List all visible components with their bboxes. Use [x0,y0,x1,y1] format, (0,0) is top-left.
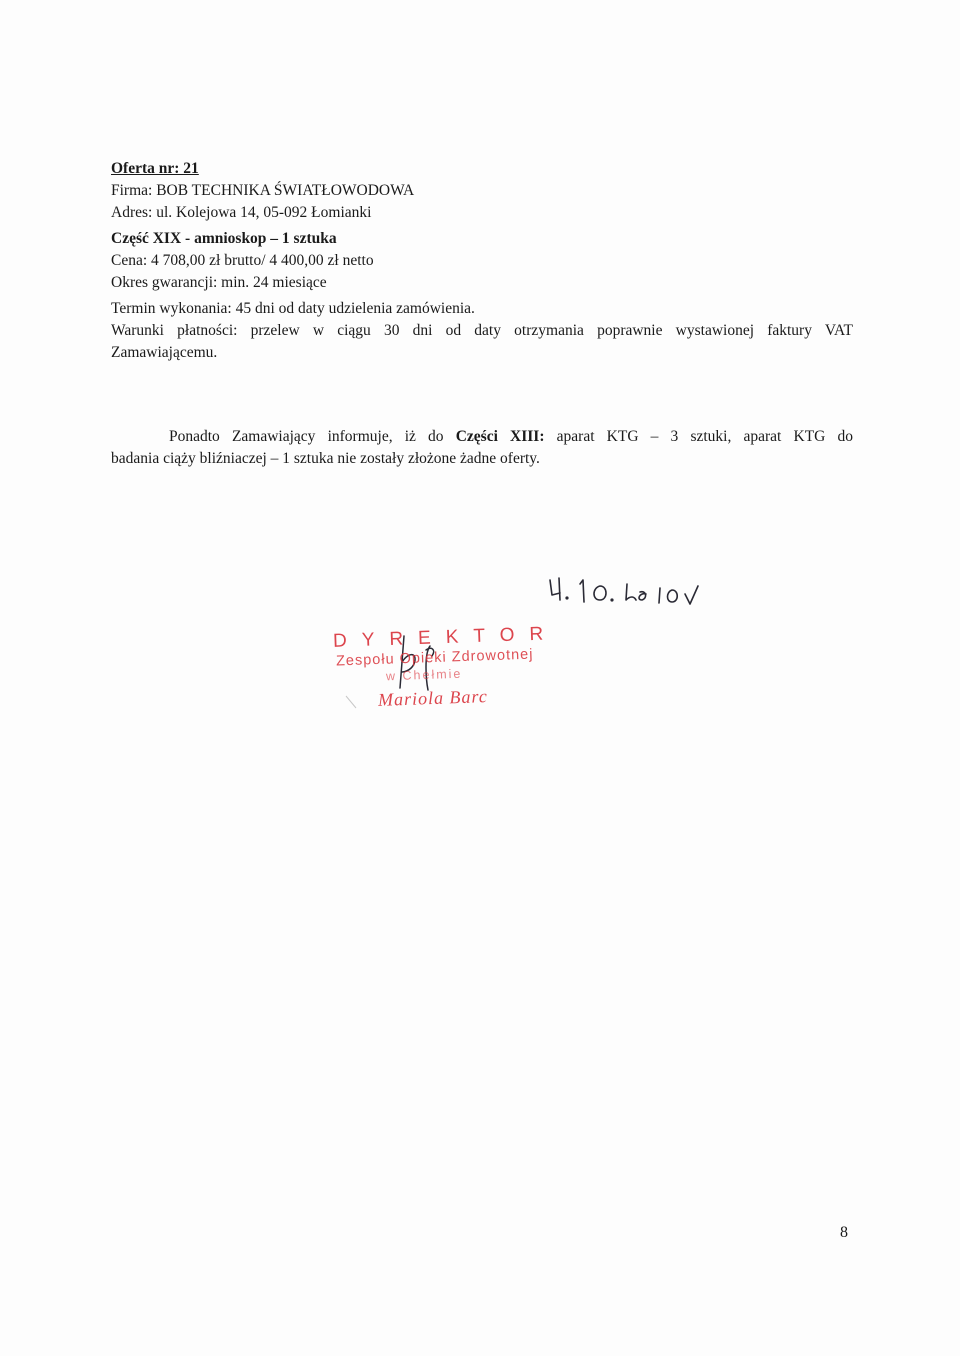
offer-section [111,158,853,364]
notice-text-before: Ponadto Zamawiający informuje, iż do [169,428,456,445]
offer-part-title: Część XIX - amnioskop – 1 sztuka [111,230,337,247]
stamp-location: w Chełmie [385,666,463,684]
notice-line-2: badania ciąży bliźniaczej – 1 sztuka nie zostały złożone żadne oferty. [111,450,540,467]
offer-payment-terms: Warunki płatności: przelew w ciągu 30 dni od daty otrzymania poprawnie wystawionej faktury VAT [111,322,853,339]
offer-firm: Firma: BOB TECHNIKA ŚWIATŁOWODOWA [111,182,415,199]
offer-warranty: Okres gwarancji: min. 24 miesiące [111,274,327,291]
notice-part-reference: Części XIII: [455,428,545,445]
stamp-signatory-name: Mariola Barc [377,686,489,710]
offer-price: Cena: 4 708,00 zł brutto/ 4 400,00 zł netto [111,252,374,269]
offer-address: Adres: ul. Kolejowa 14, 05-092 Łomianki [111,204,372,221]
notice-text-after: aparat KTG – 3 sztuki, aparat KTG do [544,428,854,445]
offer-deadline: Termin wykonania: 45 dni od daty udzielenia zamówienia. [111,300,475,317]
offer-payment-terms-end: Zamawiającemu. [111,344,218,361]
offer-title: Oferta nr: 21 [111,160,199,177]
stamp-institution: Zespołu Opieki Zdrowotnej [335,646,534,670]
stamp-title: DYREKTOR [332,623,559,652]
page-number: 8 [840,1224,848,1241]
notice-line-1 [111,426,853,448]
notice-paragraph [111,426,853,470]
